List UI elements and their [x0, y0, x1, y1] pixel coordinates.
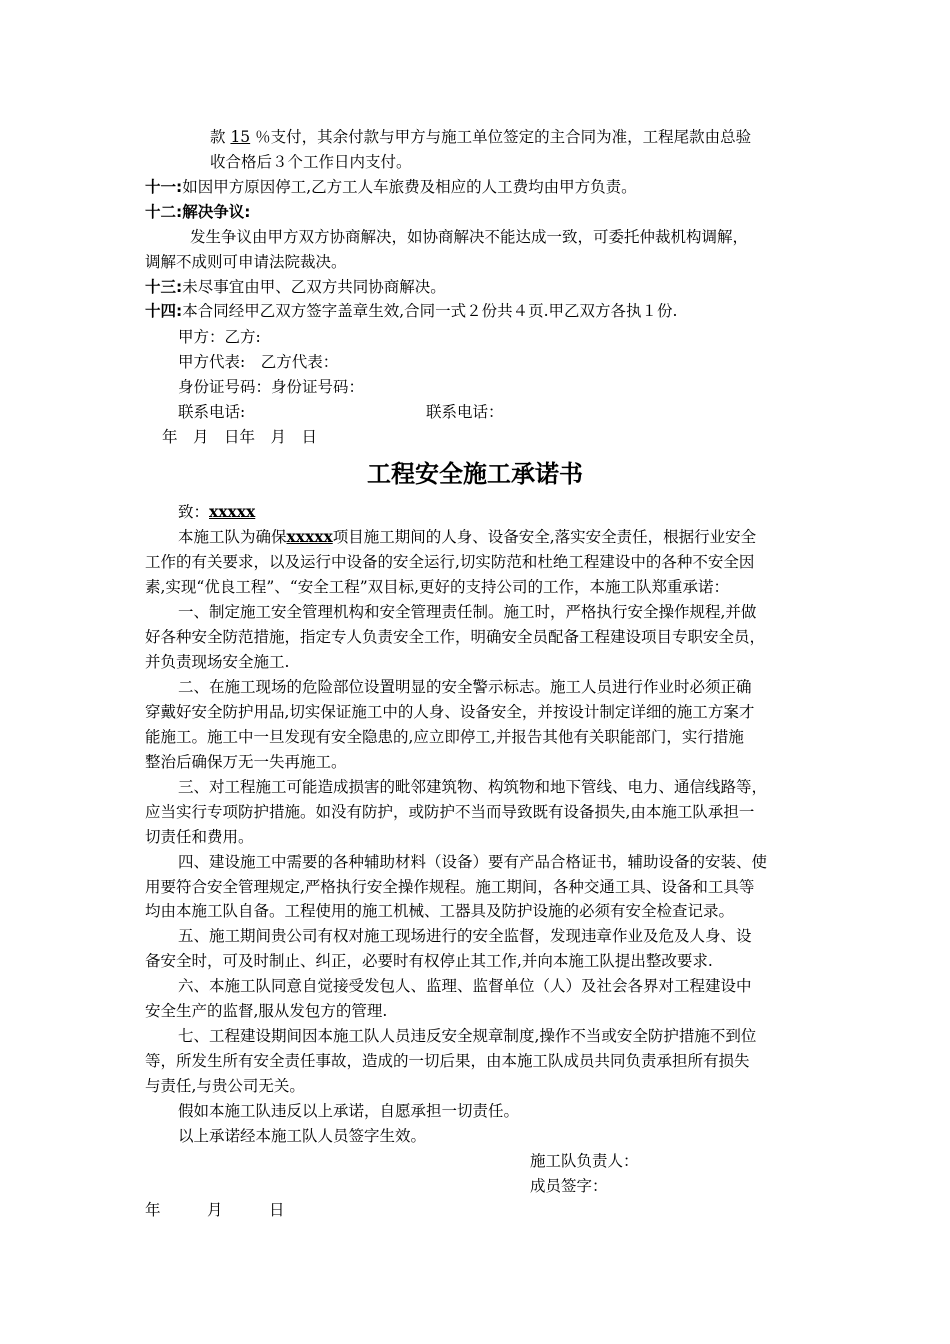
sign-parties: 甲方：乙方: [178, 328, 261, 346]
clause-12-text-1: 发生争议由甲方双方协商解决，如协商解决不能达成一致，可委托仲裁机构调解， [190, 228, 749, 246]
item-2-line-3: 能施工。施工中一旦发现有安全隐患的,应立即停工,并报告其他有关职能部门，实行措施 [145, 728, 744, 746]
team-leader-signature: 施工队负责人： [530, 1152, 639, 1170]
clause-14: 十四:本合同经甲乙双方签字盖章生效,合同一式２份共４页.甲乙双方各执１份. [145, 302, 678, 320]
phone-b: 联系电话： [426, 403, 504, 421]
item-3-line-1: 三、对工程施工可能造成损害的毗邻建筑物、构筑物和地下管线、电力、通信线路等， [178, 778, 768, 796]
payment-percent: 15 [230, 128, 251, 146]
item-6-line-1: 六、本施工队同意自觉接受发包人、监理、监督单位（人）及社会各界对工程建设中 [178, 977, 752, 995]
item-3-line-3: 切责任和费用。 [145, 828, 254, 846]
commitment-statement: 假如本施工队违反以上承诺，自愿承担一切责任。 [178, 1102, 520, 1120]
date-line-1: 年 月 日年 月 日 [162, 428, 318, 446]
item-2-line-1: 二、在施工现场的危险部位设置明显的安全警示标志。施工人员进行作业时必须正确 [178, 678, 752, 696]
clause-12-text-2: 调解不成则可申请法院裁决。 [145, 253, 347, 271]
item-4-line-1: 四、建设施工中需要的各种辅助材料（设备）要有产品合格证书，辅助设备的安装、使 [178, 853, 768, 871]
item-5-line-2: 备安全时，可及时制止、纠正，必要时有权停止其工作,并向本施工队提出整改要求. [145, 952, 713, 970]
pledge-title: 工程安全施工承诺书 [367, 460, 583, 488]
clause-11: 十一:如因甲方原因停工,乙方工人车旅费及相应的人工费均由甲方负责。 [145, 178, 637, 196]
item-1-line-1: 一、制定施工安全管理机构和安全管理责任制。施工时，严格执行安全操作规程,并做 [178, 603, 757, 621]
item-7-line-2: 等，所发生所有安全责任事故，造成的一切后果，由本施工队成员共同负责承担所有损失 [145, 1052, 750, 1070]
intro-line-2: 工作的有关要求，以及运行中设备的安全运行,切实防范和杜绝工程建设中的各种不安全因 [145, 553, 755, 571]
item-3-line-2: 应当实行专项防护措施。如没有防护，或防护不当而导致既有设备损失,由本施工队承担一 [145, 803, 755, 821]
item-5-line-1: 五、施工期间贵公司有权对施工现场进行的安全监督，发现违章作业及危及人身、设 [178, 927, 752, 945]
item-1-line-2: 好各种安全防范措施，指定专人负责安全工作，明确安全员配备工程建设项目专职安全员， [145, 628, 766, 646]
members-signature: 成员签字： [530, 1177, 608, 1195]
effective-statement: 以上承诺经本施工队人员签字生效。 [178, 1127, 427, 1145]
item-4-line-3: 均由本施工队自备。工程使用的施工机械、工器具及防护设施的必须有安全检查记录。 [145, 902, 735, 920]
sign-representatives: 甲方代表: 乙方代表： [178, 353, 339, 371]
item-1-line-3: 并负责现场安全施工. [145, 653, 290, 671]
item-7-line-1: 七、工程建设期间因本施工队人员违反安全规章制度,操作不当或安全防护措施不到位 [178, 1027, 757, 1045]
clause-12-heading: 十二:解决争议: [145, 203, 251, 221]
item-6-line-2: 安全生产的监督,服从发包方的管理. [145, 1002, 388, 1020]
addressee: 致：xxxxx [178, 502, 256, 521]
sign-id-numbers: 身份证号码：身份证号码： [178, 378, 365, 396]
phone-a: 联系电话: [178, 403, 246, 421]
item-7-line-3: 与责任,与贵公司无关。 [145, 1077, 305, 1095]
clause-13: 十三:未尽事宜由甲、乙双方共同协商解决。 [145, 278, 446, 296]
item-4-line-2: 用要符合安全管理规定,严格执行安全操作规程。施工期间，各种交通工具、设备和工具等 [145, 878, 755, 896]
date-line-2: 年 月 日 [145, 1201, 285, 1219]
payment-line-2: 收合格后３个工作日内支付。 [210, 153, 412, 171]
payment-line-1: 款 15 ％支付，其余付款与甲方与施工单位签定的主合同为准，工程尾款由总验 [210, 128, 752, 146]
intro-line-1: 本施工队为确保xxxxx项目施工期间的人身、设备安全,落实安全责任，根据行业安全 [178, 527, 757, 546]
intro-line-3: 素,实现“优良工程”、“安全工程”双目标,更好的支持公司的工作，本施工队郑重承诺： [145, 578, 730, 596]
item-2-line-2: 穿戴好安全防护用品,切实保证施工中的人身、设备安全，并按设计制定详细的施工方案才 [145, 703, 755, 721]
item-2-line-4: 整治后确保万无一失再施工。 [145, 753, 347, 771]
